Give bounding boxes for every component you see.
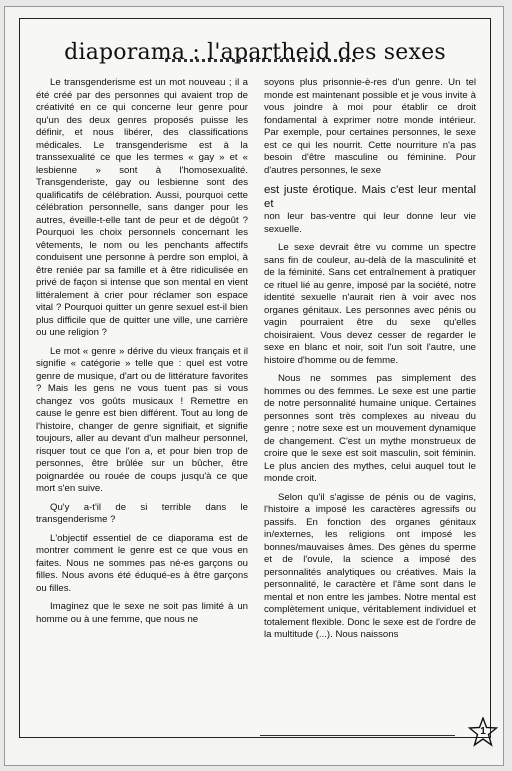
title-dotted-rule (165, 59, 355, 62)
paragraph: Imaginez que le sexe ne soit pas limité à un homme ou à une femme, que nous ne (36, 601, 248, 625)
bottom-rule (260, 735, 455, 736)
page-number-star (468, 717, 498, 747)
paragraph: Nous ne sommes pas simplement des hommes ou des femmes. Le sexe est une partie de notre personnalité humaine unique. Certaines personnes sont très complexes au niveau du genre ; notre sexe est un mouvement dynamique de changement. C'est un mythe monstrueux de croire que le sexe est soit masculin, soit féminin. Le plus ancien des mythes, celui auquel tout le monde croit. (264, 373, 476, 484)
paragraph: Le transgenderisme est un mot nouveau ; il a été créé par des personnes qui avaient trop de créativité en ce qui concerne leur genre pour qu'un des deux genres proposés puisse les définir, et nous libérer, des classifications médicales. Le transgenderisme est à la transsexualité ce que les termes « gay » et « lesbienne » sont à l'homosexualité. Transgenderiste, gay ou lesbienne sont des qualificatifs de célébration. Aussi, pourquoi cette célébration personnelle, sans danger pour les autres, éveille-t-elle tant de peur et de dégoût ? Pourquoi les choix personnels concernant les vêtements, le nom ou les penchants affectifs conduisent une personne à perdre son emploi, à être reniée par sa famille et à être ridiculisée en privé de façon si intense que son mental en vient littéralement à crier pour réclamer son espace vital ? Pourquoi quitter un genre sexuel est-il bien plus difficile que de quitter une ville, une carrière ou une religion ? (36, 77, 248, 338)
article-title: diaporama : l'apartheid des sexes (64, 39, 446, 65)
paragraph: Qu'y a-t'il de si terrible dans le transgenderisme ? (36, 501, 248, 525)
emphasized-line: est juste érotique. Mais c'est leur mental et (264, 184, 476, 210)
paragraph: non leur bas-ventre qui leur donne leur vie sexuelle. (264, 211, 476, 235)
right-column (264, 77, 476, 648)
article-frame (19, 18, 491, 738)
left-column (36, 77, 248, 632)
paragraph: Le mot « genre » dérive du vieux français et il signifie « catégorie » telle que : quel est votre genre de musique, d'art ou de littérature favorites ? Mais les gens ne vous tuent pas si vous changez vos goûts musicaux ! Remettre en cause le genre est bien différent. Tout au long de l'histoire, changer de genre signifiait, et signifie toujours, aller au devant d'un malheur personnel, risquer tout ce que l'on a, et pour bien trop de personnes, être brûlée sur un bûcher, être poignardée ou rouée de coups jusqu'à ce que mort s'en suive. (36, 345, 248, 494)
paragraph: Le sexe devrait être vu comme un spectre sans fin de couleur, au-delà de la masculinité et de la féminité. Sans cet entraînement à pratiquer ce rituel lié au genre, imposé par la société, notre identité sexuelle n'aurait rien à voir avec nos organes génitaux. Les personnes avec pénis ou vagin pourraient être du sexe qu'elles choisiraient. Vous devez cesser de regarder le sexe en blanc et noir, soit l'un soit l'autre, une histoire d'homme ou de femme. (264, 242, 476, 366)
page (4, 6, 504, 766)
page-number: 1 (480, 726, 486, 737)
paragraph: Selon qu'il s'agisse de pénis ou de vagins, l'histoire a imposé les caractères agressifs ou passifs. En fonction des organes génitaux in/externes, les religions ont imposé les bonnes/mauvaises âmes. Des gènes du sperme et de l'ovule, la science a imposé des personnalités analytiques ou créatives. Mais la personnalité, le caractère et l'âme sont dans le mental et non entre les jambes. Notre mental est complètement unique, véritablement individuel et totalement flexible. Donc le sexe est de l'ordre de la multitude (...). Nous naissons (264, 491, 476, 640)
paragraph: soyons plus prisonnie-è-res d'un genre. Un tel monde est maintenant possible et je vous invite à vous joindre à moi pour établir ce droit fondamental à exprimer notre monde intérieur. Par exemple, pour certaines personnes, le sexe est ce qui les nourrit. Cette nourriture n'a pas besoin d'être masculine ou féminine. Pour d'autres personnes, le sexe (264, 77, 476, 176)
paragraph: L'objectif essentiel de ce diaporama est de montrer comment le genre est ce que vous en faites. Nous ne sommes pas né-es garçons ou filles. Nous avons été éduqué-es à être garçons ou filles. (36, 532, 248, 594)
